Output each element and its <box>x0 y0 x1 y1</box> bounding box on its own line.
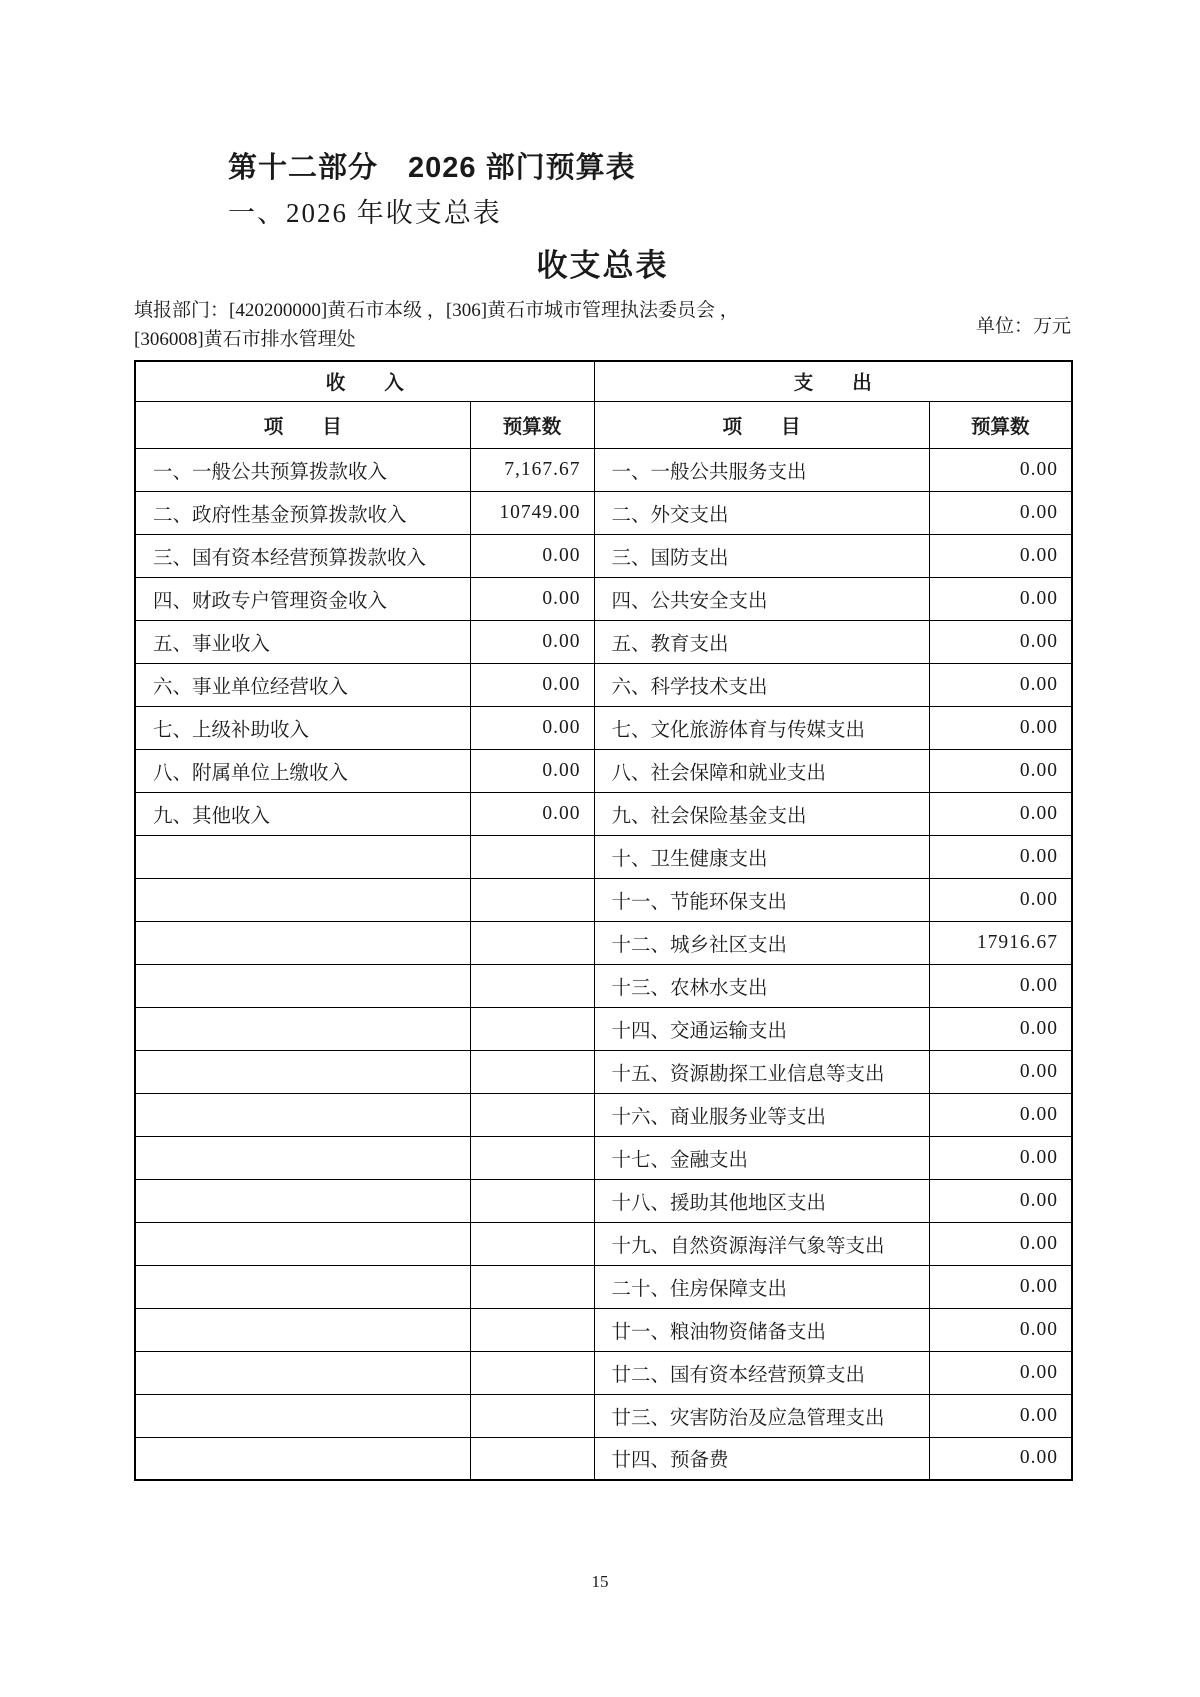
table-row <box>135 577 1072 620</box>
expense-value-cell: 0.00 <box>929 1050 1072 1093</box>
table-row <box>135 1179 1072 1222</box>
unit-label: 单位：万元 <box>975 315 1071 337</box>
expense-value-cell: 0.00 <box>929 448 1072 491</box>
table-row <box>135 749 1072 792</box>
income-item-cell: 八、附属单位上缴收入 <box>135 749 470 792</box>
expense-item-cell: 十八、援助其他地区支出 <box>594 1179 929 1222</box>
income-value-cell <box>470 1437 594 1480</box>
filing-department-line1: 填报部门：[420200000]黄石市本级 ，[306]黄石市城市管理执法委员会 ， <box>134 300 739 321</box>
expense-item-cell: 七、文化旅游体育与传媒支出 <box>594 706 929 749</box>
income-item-column-header: 项 目 <box>135 401 470 448</box>
income-item-cell: 一、一般公共预算拨款收入 <box>135 448 470 491</box>
income-section-header: 收 入 <box>135 361 594 401</box>
table-row <box>135 1136 1072 1179</box>
expense-item-cell: 十四、交通运输支出 <box>594 1007 929 1050</box>
table-title: 收支总表 <box>536 248 669 283</box>
income-item-cell <box>135 1394 470 1437</box>
expense-item-cell: 十七、金融支出 <box>594 1136 929 1179</box>
income-item-cell <box>135 921 470 964</box>
table-row <box>135 620 1072 663</box>
income-value-cell: 7,167.67 <box>470 448 594 491</box>
expense-item-cell: 六、科学技术支出 <box>594 663 929 706</box>
table-section-header-row <box>135 361 1072 401</box>
income-value-cell <box>470 1050 594 1093</box>
expense-value-cell: 0.00 <box>929 964 1072 1007</box>
table-row <box>135 706 1072 749</box>
income-value-cell <box>470 1265 594 1308</box>
income-value-cell <box>470 1179 594 1222</box>
expense-item-cell: 十五、资源勘探工业信息等支出 <box>594 1050 929 1093</box>
budget-table-head <box>135 361 1072 448</box>
budget-table-body <box>135 448 1072 1480</box>
expense-item-cell: 十六、商业服务业等支出 <box>594 1093 929 1136</box>
expense-item-column-header: 项 目 <box>594 401 929 448</box>
table-row <box>135 1308 1072 1351</box>
income-value-cell: 10749.00 <box>470 491 594 534</box>
income-budget-column-header: 预算数 <box>470 401 594 448</box>
income-value-cell <box>470 878 594 921</box>
income-item-cell: 二、政府性基金预算拨款收入 <box>135 491 470 534</box>
table-row <box>135 1437 1072 1480</box>
expense-value-cell: 17916.67 <box>929 921 1072 964</box>
income-value-cell <box>470 1136 594 1179</box>
income-value-cell <box>470 1007 594 1050</box>
income-item-cell: 七、上级补助收入 <box>135 706 470 749</box>
expense-item-cell: 廿三、灾害防治及应急管理支出 <box>594 1394 929 1437</box>
expense-value-cell: 0.00 <box>929 620 1072 663</box>
expense-value-cell: 0.00 <box>929 1093 1072 1136</box>
table-column-header-row <box>135 401 1072 448</box>
expense-item-cell: 廿四、预备费 <box>594 1437 929 1480</box>
expense-value-cell: 0.00 <box>929 1437 1072 1480</box>
income-item-cell: 五、事业收入 <box>135 620 470 663</box>
expense-value-cell: 0.00 <box>929 792 1072 835</box>
table-row <box>135 835 1072 878</box>
income-item-cell: 六、事业单位经营收入 <box>135 663 470 706</box>
subsection-title: 一、2026 年收支总表 <box>228 198 502 228</box>
table-row <box>135 792 1072 835</box>
table-row <box>135 1007 1072 1050</box>
expense-item-cell: 二、外交支出 <box>594 491 929 534</box>
table-row <box>135 1394 1072 1437</box>
expense-value-cell: 0.00 <box>929 534 1072 577</box>
expense-budget-column-header: 预算数 <box>929 401 1072 448</box>
expense-item-cell: 十一、节能环保支出 <box>594 878 929 921</box>
table-row <box>135 491 1072 534</box>
filing-department-line2: [306008]黄石市排水管理处 <box>134 329 356 350</box>
income-value-cell: 0.00 <box>470 706 594 749</box>
page-content <box>134 150 1071 1481</box>
expense-item-cell: 三、国防支出 <box>594 534 929 577</box>
expense-value-cell: 0.00 <box>929 1222 1072 1265</box>
page-number: 15 <box>591 1572 609 1591</box>
expense-item-cell: 十三、农林水支出 <box>594 964 929 1007</box>
expense-value-cell: 0.00 <box>929 491 1072 534</box>
income-item-cell <box>135 878 470 921</box>
table-row <box>135 1093 1072 1136</box>
income-item-cell <box>135 835 470 878</box>
expense-item-cell: 十二、城乡社区支出 <box>594 921 929 964</box>
income-item-cell <box>135 1437 470 1480</box>
income-value-cell <box>470 1394 594 1437</box>
income-item-cell <box>135 1136 470 1179</box>
expense-value-cell: 0.00 <box>929 577 1072 620</box>
table-row <box>135 1222 1072 1265</box>
expense-item-cell: 九、社会保险基金支出 <box>594 792 929 835</box>
expense-item-cell: 八、社会保障和就业支出 <box>594 749 929 792</box>
meta-row <box>134 296 1071 354</box>
expense-value-cell: 0.00 <box>929 706 1072 749</box>
income-item-cell <box>135 1050 470 1093</box>
income-value-cell <box>470 835 594 878</box>
table-row <box>135 964 1072 1007</box>
table-row <box>135 1265 1072 1308</box>
budget-table <box>134 360 1073 1481</box>
expense-section-header: 支 出 <box>594 361 1072 401</box>
expense-item-cell: 十、卫生健康支出 <box>594 835 929 878</box>
income-value-cell: 0.00 <box>470 534 594 577</box>
income-item-cell <box>135 1093 470 1136</box>
income-item-cell: 九、其他收入 <box>135 792 470 835</box>
expense-item-cell: 五、教育支出 <box>594 620 929 663</box>
table-row <box>135 663 1072 706</box>
expense-value-cell: 0.00 <box>929 1136 1072 1179</box>
expense-value-cell: 0.00 <box>929 878 1072 921</box>
expense-value-cell: 0.00 <box>929 1308 1072 1351</box>
expense-item-cell: 一、一般公共服务支出 <box>594 448 929 491</box>
expense-item-cell: 廿一、粮油物资储备支出 <box>594 1308 929 1351</box>
income-item-cell: 三、国有资本经营预算拨款收入 <box>135 534 470 577</box>
income-value-cell <box>470 1222 594 1265</box>
income-item-cell <box>135 1179 470 1222</box>
expense-value-cell: 0.00 <box>929 663 1072 706</box>
section-title: 第十二部分 2026 部门预算表 <box>228 152 636 184</box>
income-value-cell <box>470 921 594 964</box>
table-row <box>135 1351 1072 1394</box>
expense-item-cell: 十九、自然资源海洋气象等支出 <box>594 1222 929 1265</box>
income-item-cell <box>135 964 470 1007</box>
income-value-cell: 0.00 <box>470 620 594 663</box>
income-value-cell <box>470 1308 594 1351</box>
income-item-cell <box>135 1308 470 1351</box>
income-item-cell <box>135 1007 470 1050</box>
income-value-cell: 0.00 <box>470 749 594 792</box>
expense-value-cell: 0.00 <box>929 749 1072 792</box>
income-value-cell <box>470 1351 594 1394</box>
expense-value-cell: 0.00 <box>929 1265 1072 1308</box>
income-value-cell: 0.00 <box>470 663 594 706</box>
table-row <box>135 534 1072 577</box>
expense-item-cell: 廿二、国有资本经营预算支出 <box>594 1351 929 1394</box>
income-item-cell <box>135 1222 470 1265</box>
income-item-cell <box>135 1351 470 1394</box>
income-item-cell <box>135 1265 470 1308</box>
table-row <box>135 448 1072 491</box>
income-value-cell <box>470 1093 594 1136</box>
table-row <box>135 921 1072 964</box>
table-row <box>135 878 1072 921</box>
expense-item-cell: 二十、住房保障支出 <box>594 1265 929 1308</box>
income-value-cell <box>470 964 594 1007</box>
income-value-cell: 0.00 <box>470 577 594 620</box>
income-value-cell: 0.00 <box>470 792 594 835</box>
income-item-cell: 四、财政专户管理资金收入 <box>135 577 470 620</box>
expense-item-cell: 四、公共安全支出 <box>594 577 929 620</box>
expense-value-cell: 0.00 <box>929 1394 1072 1437</box>
table-row <box>135 1050 1072 1093</box>
expense-value-cell: 0.00 <box>929 1007 1072 1050</box>
expense-value-cell: 0.00 <box>929 1179 1072 1222</box>
expense-value-cell: 0.00 <box>929 835 1072 878</box>
expense-value-cell: 0.00 <box>929 1351 1072 1394</box>
filing-department <box>134 296 739 354</box>
